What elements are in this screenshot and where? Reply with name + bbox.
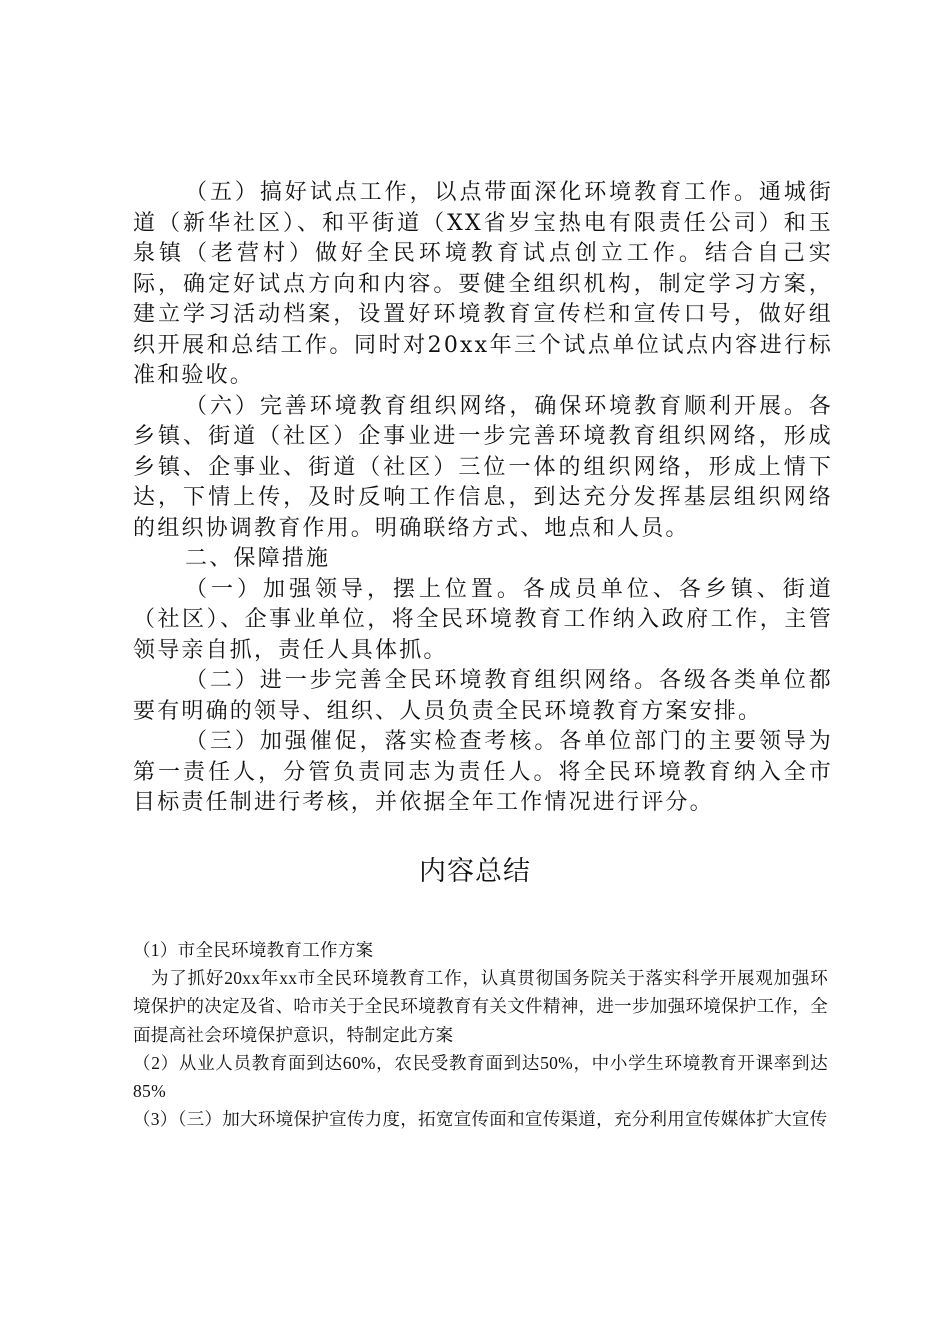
summary-item: （3）（三）加大环境保护宣传力度，拓宽宣传面和宣传渠道，充分利用宣传媒体扩大宣传 [133,1109,828,1130]
paragraph-strengthen-leadership: （一）加强领导，摆上位置。各成员单位、各乡镇、街道（社区）、企事业单位，将全民环境教育工作纳入政府工作，主管领导亲自抓，责任人具体抓。 [133,576,833,663]
summary-item: （2）从业人员教育面到达60%，农民受教育面到达50%，中小学生环境教育开课率到达85% [133,1052,828,1102]
paragraph-pilot-work: （五）搞好试点工作，以点带面深化环境教育工作。通城街道（新华社区）、和平街道（XX省岁宝热电有限责任公司）和玉泉镇（老营村）做好全民环境教育试点创立工作。结合自己实际，确定好试点方向和内容。要健全组织机构，制定学习方案，建立学习活动档案，设置好环境教育宣传栏和宣传口号，做好组织开展和总结工作。同时对20xx年三个试点单位试点内容进行标准和验收。 [133,180,833,388]
summary-title: 内容总结 [419,856,531,887]
summary-item: （1）市全民环境教育工作方案 [133,940,374,960]
paragraph-improve-network: （二）进一步完善全民环境教育组织网络。各级各类单位都要有明确的领导、组织、人员负责全民环境教育方案安排。 [133,668,833,724]
paragraph-organization-network: （六）完善环境教育组织网络，确保环境教育顺利开展。各乡镇、街道（社区）企事业进一步完善环境教育组织网络，形成乡镇、企事业、街道（社区）三位一体的组织网络，形成上情下达，下情上传，及时反响工作信息，到达充分发挥基层组织网络的组织协调教育作用。明确联络方式、地点和人员。 [133,393,833,541]
section-heading-safeguards: 二、保障措施 [185,546,331,571]
document-body [133,178,833,819]
summary-section [133,936,828,1133]
summary-item: 为了抓好20xx年xx市全民环境教育工作，认真贯彻国务院关于落实科学开展观加强环境保护的决定及省、哈市关于全民环境教育有关文件精神，进一步加强环境保护工作，全面提高社会环境保护意识，特制定此方案 [133,968,828,1045]
paragraph-inspection-assessment: （三）加强催促，落实检查考核。各单位部门的主要领导为第一责任人，分管负责同志为责任人。将全民环境教育纳入全市目标责任制进行考核，并依据全年工作情况进行评分。 [133,729,833,815]
